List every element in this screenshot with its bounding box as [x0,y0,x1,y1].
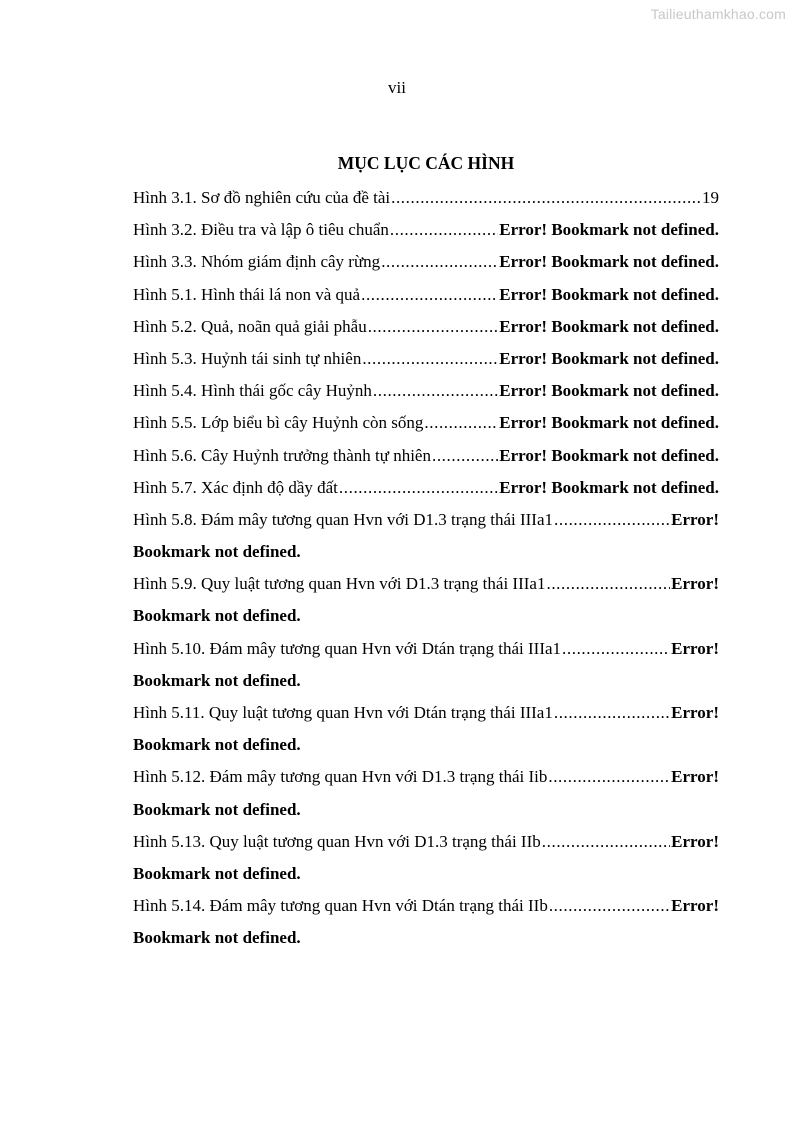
entry-page-ref-continued: Bookmark not defined. [133,735,301,755]
dot-leader [562,633,670,665]
toc-entry[interactable] [133,472,719,504]
toc-entry[interactable] [133,246,719,278]
dot-leader [361,279,498,311]
entry-page-ref-continued: Bookmark not defined. [133,606,301,626]
dot-leader [390,214,498,246]
toc-entry[interactable] [133,761,719,825]
toc-entry[interactable] [133,633,719,697]
entry-page-ref: Error! Bookmark not defined. [499,316,719,336]
entry-page-ref: Error! Bookmark not defined. [499,445,719,465]
dot-leader [554,697,670,729]
entry-page-ref: Error! [671,509,719,529]
toc-entry[interactable] [133,826,719,890]
entry-page-ref: Error! [671,638,719,658]
entry-label: Hình 5.14. Đám mây tương quan Hvn với Dtán trạng thái IIb [133,896,548,916]
entry-page-ref: Error! [671,896,719,916]
dot-leader [368,311,499,343]
toc-title: MỤC LỤC CÁC HÌNH [337,153,515,173]
entry-page-ref-continued: Bookmark not defined. [133,670,301,690]
entry-label: Hình 5.3. Huỷnh tái sinh tự nhiên [133,348,362,368]
toc-entry[interactable] [133,375,719,407]
entry-label: Hình 5.2. Quả, noãn quả giải phẫu [133,316,367,336]
toc-entry[interactable] [133,440,719,472]
toc-entry[interactable] [133,343,719,375]
entry-label: Hình 5.10. Đám mây tương quan Hvn với Dtán trạng thái IIIa1 [133,638,562,658]
toc-entry[interactable] [133,407,719,439]
entry-page-ref: Error! Bookmark not defined. [499,348,719,368]
entry-label: Hình 5.7. Xác định độ dầy đất [133,477,338,497]
dot-leader [381,246,498,278]
entry-label: Hình 3.2. Điều tra và lập ô tiêu chuẩn [133,220,389,240]
page-number: vii [388,78,406,97]
toc-entry[interactable] [133,214,719,246]
entry-page-ref: Error! Bookmark not defined. [499,477,719,497]
entry-label: Hình 5.5. Lớp biểu bì cây Huỷnh còn sống [133,413,424,433]
dot-leader [362,343,498,375]
dot-leader [424,407,498,439]
entry-page-ref: Error! Bookmark not defined. [499,284,719,304]
entry-label: Hình 5.8. Đám mây tương quan Hvn với D1.3 trạng thái IIIa1 [133,509,554,529]
figure-list [133,182,719,955]
entry-page-ref: Error! [671,767,719,787]
dot-leader [391,182,701,214]
dot-leader [373,375,498,407]
entry-page-ref-continued: Bookmark not defined. [133,799,301,819]
dot-leader [548,761,670,793]
entry-label: Hình 5.12. Đám mây tương quan Hvn với D1.3 trạng thái Iib [133,767,548,787]
entry-label: Hình 5.6. Cây Huỷnh trưởng thành tự nhiên [133,445,431,465]
dot-leader [339,472,498,504]
entry-label: Hình 3.3. Nhóm giám định cây rừng [133,252,381,272]
entry-page-ref: Error! Bookmark not defined. [499,413,719,433]
entry-label: Hình 3.1. Sơ đồ nghiên cứu của đề tài [133,188,391,207]
entry-page-ref: Error! [671,703,719,722]
entry-label: Hình 5.13. Quy luật tương quan Hvn với D1.3 trạng thái IIb [133,831,541,851]
entry-page-ref: 19 [702,188,719,207]
toc-entry[interactable] [133,504,719,568]
entry-page-ref: Error! Bookmark not defined. [499,381,719,401]
entry-page-ref: Error! Bookmark not defined. [499,220,719,240]
entry-page-ref-continued: Bookmark not defined. [133,928,301,948]
toc-entry[interactable] [133,697,719,761]
dot-leader [554,504,670,536]
toc-entry[interactable] [133,568,719,632]
entry-page-ref-continued: Bookmark not defined. [133,542,301,562]
toc-entry[interactable] [133,279,719,311]
entry-page-ref-continued: Bookmark not defined. [133,863,301,883]
dot-leader [546,568,670,600]
entry-page-ref: Error! [671,831,719,851]
watermark: Tailieuthamkhao.com [650,6,786,22]
entry-label: Hình 5.1. Hình thái lá non và quả [133,284,361,304]
dot-leader [432,440,498,472]
entry-label: Hình 5.9. Quy luật tương quan Hvn với D1.3 trạng thái IIIa1 [133,574,546,594]
entry-label: Hình 5.4. Hình thái gốc cây Huỷnh [133,381,372,401]
toc-entry[interactable] [133,890,719,954]
dot-leader [549,890,670,922]
toc-entry[interactable] [133,182,719,214]
entry-label: Hình 5.11. Quy luật tương quan Hvn với Dtán trạng thái IIIa1 [133,703,553,722]
entry-page-ref: Error! Bookmark not defined. [499,252,719,272]
entry-page-ref: Error! [671,574,719,594]
toc-entry[interactable] [133,311,719,343]
dot-leader [542,826,670,858]
